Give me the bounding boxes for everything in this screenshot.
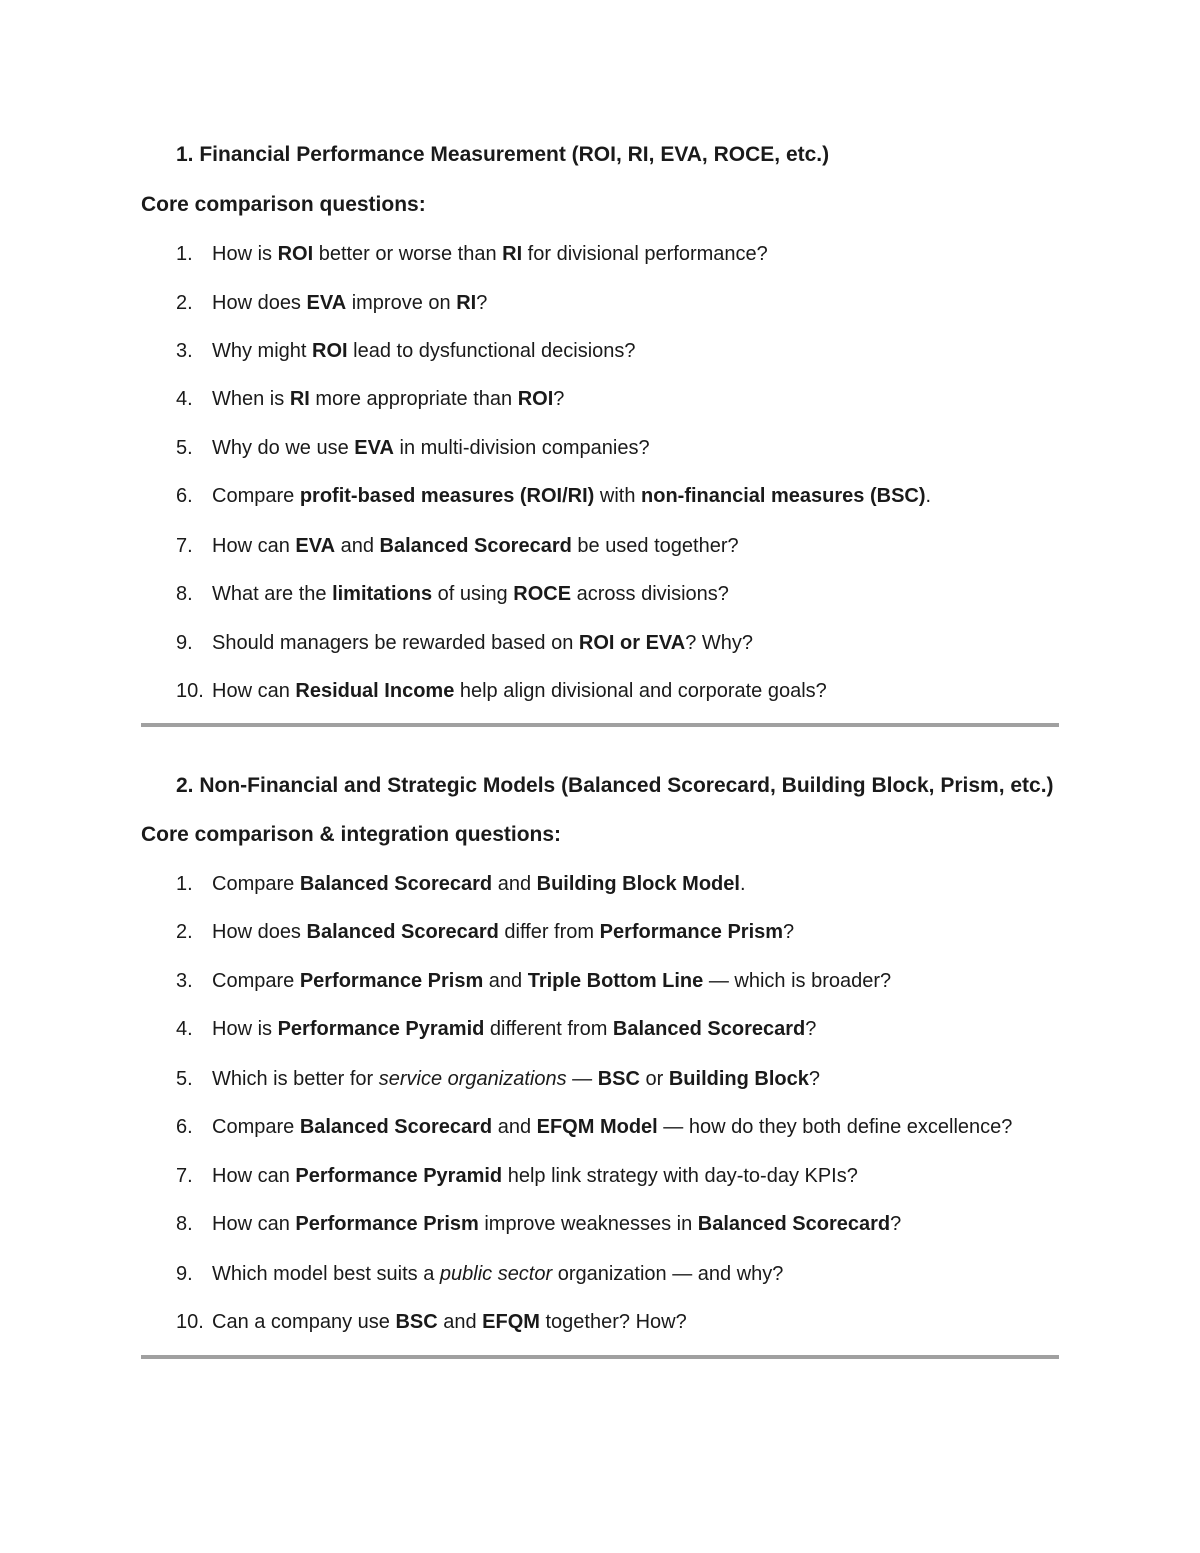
question-text: Why might ROI lead to dysfunctional decisions? <box>212 340 636 362</box>
question-item <box>176 291 487 315</box>
section-2-title: 2. Non-Financial and Strategic Models (Balanced Scorecard, Building Block, Prism, etc.) <box>176 774 1054 797</box>
question-number: 3. <box>176 340 193 362</box>
question-text: How can Residual Income help align divisional and corporate goals? <box>212 680 827 702</box>
question-number: 7. <box>176 1165 193 1187</box>
question-text: How does Balanced Scorecard differ from Performance Prism? <box>212 921 795 943</box>
question-item <box>176 484 931 508</box>
question-text: Why do we use EVA in multi-division companies? <box>212 437 650 459</box>
question-text: Should managers be rewarded based on ROI or EVA? Why? <box>212 632 754 654</box>
question-text: Compare Balanced Scorecard and Building Block Model. <box>212 873 746 895</box>
horizontal-rule <box>141 1355 1059 1359</box>
question-item <box>176 387 564 411</box>
question-item <box>176 1067 820 1091</box>
question-number: 1. <box>176 243 193 265</box>
section-1-subheading: Core comparison questions: <box>141 193 426 216</box>
question-item <box>176 969 891 993</box>
question-number: 6. <box>176 1116 193 1138</box>
question-item <box>176 1262 783 1286</box>
question-number: 9. <box>176 632 193 654</box>
question-item <box>176 436 650 460</box>
horizontal-rule <box>141 723 1059 727</box>
question-item <box>176 920 794 944</box>
question-text: How can EVA and Balanced Scorecard be used together? <box>212 535 739 557</box>
question-text: How does EVA improve on RI? <box>212 292 488 314</box>
question-number: 2. <box>176 292 193 314</box>
question-text: Which is better for service organizations — BSC or Building Block? <box>212 1068 820 1090</box>
question-number: 10. <box>176 680 204 702</box>
question-text: Can a company use BSC and EFQM together? How? <box>212 1311 687 1333</box>
question-number: 8. <box>176 1213 193 1235</box>
question-number: 4. <box>176 388 193 410</box>
question-text: How is ROI better or worse than RI for divisional performance? <box>212 243 768 265</box>
section-1-title: 1. Financial Performance Measurement (ROI, RI, EVA, ROCE, etc.) <box>176 143 830 166</box>
question-number: 5. <box>176 437 193 459</box>
question-number: 5. <box>176 1068 193 1090</box>
question-number: 3. <box>176 970 193 992</box>
question-item <box>176 1164 858 1188</box>
question-text: When is RI more appropriate than ROI? <box>212 388 565 410</box>
question-number: 2. <box>176 921 193 943</box>
question-number: 9. <box>176 1263 193 1285</box>
question-item <box>176 631 753 655</box>
question-text: Compare Performance Prism and Triple Bottom Line — which is broader? <box>212 970 892 992</box>
section-2-subheading: Core comparison & integration questions: <box>141 823 562 846</box>
question-number: 7. <box>176 535 193 557</box>
question-item <box>176 339 636 363</box>
question-text: What are the limitations of using ROCE across divisions? <box>212 583 729 605</box>
question-text: How can Performance Pyramid help link strategy with day-to-day KPIs? <box>212 1165 858 1187</box>
question-item <box>176 1212 901 1236</box>
question-item <box>176 679 827 703</box>
question-text: Which model best suits a public sector organization — and why? <box>212 1263 784 1285</box>
question-text: Compare Balanced Scorecard and EFQM Model — how do they both define excellence? <box>212 1116 1013 1138</box>
question-item <box>176 1017 816 1041</box>
question-item <box>176 872 746 896</box>
question-item <box>176 1310 687 1334</box>
question-number: 6. <box>176 485 193 507</box>
question-number: 1. <box>176 873 193 895</box>
question-number: 8. <box>176 583 193 605</box>
question-item <box>176 534 739 558</box>
question-item <box>176 242 768 266</box>
question-text: Compare profit-based measures (ROI/RI) with non-financial measures (BSC). <box>212 485 932 507</box>
question-text: How can Performance Prism improve weaknesses in Balanced Scorecard? <box>212 1213 902 1235</box>
question-number: 10. <box>176 1311 204 1333</box>
question-item <box>176 1115 1012 1139</box>
question-text: How is Performance Pyramid different from Balanced Scorecard? <box>212 1018 817 1040</box>
question-item <box>176 582 729 606</box>
question-number: 4. <box>176 1018 193 1040</box>
